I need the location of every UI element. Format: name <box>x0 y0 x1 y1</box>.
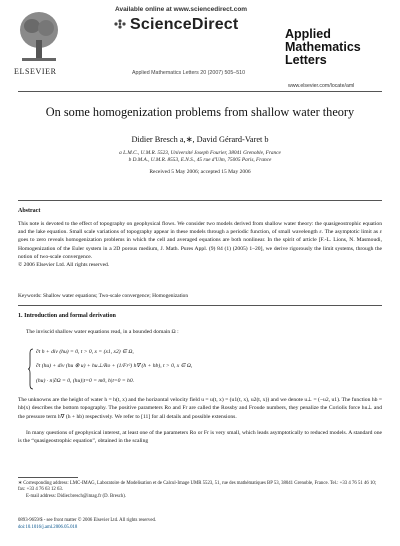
section-intro: The inviscid shallow water equations read, in a bounded domain Ω : <box>26 329 179 335</box>
footnote-divider <box>18 477 78 478</box>
sciencedirect-wordmark: ScienceDirect <box>130 16 239 33</box>
journal-name-line: Letters <box>285 53 327 67</box>
article-title: On some homogenization problems from shallow water theory <box>45 105 355 119</box>
equation-line: ∂t h + div (hu) = 0, t > 0, x = (x1, x2) ∈ Ω, <box>36 349 134 355</box>
paragraph: In many questions of geophysical interest, at least one of the parameters Ro or Fr is very small, which leads asymptotically to reduced models. A standard one is the “quasigeostrophic equation”, obtained in the scaling <box>18 430 382 445</box>
elsevier-tree-logo <box>16 8 62 64</box>
journal-name <box>285 28 361 67</box>
footnote-corresponding: ∗ Corresponding address: LMC-IMAG, Laboratoire de Modelisation et de Calcul-Image UMR 5523, 51, rue des mathématiques BP 53, 38041 Grenoble, France. Tel.: +33 4 76 51 46 10; fax: +33 4 76 63 12 63. <box>18 481 377 493</box>
received-dates: Received 5 May 2006; accepted 15 May 2006 <box>149 169 251 175</box>
header-divider <box>18 91 382 92</box>
journal-name-line: Applied <box>285 27 331 41</box>
abstract-top-divider <box>18 200 382 201</box>
copyright-line: © 2006 Elsevier Ltd. All rights reserved. <box>18 262 110 269</box>
issn-line: 0893-9659/$ - see front matter © 2006 Elsevier Ltd. All rights reserved. <box>18 518 157 523</box>
journal-reference: Applied Mathematics Letters 20 (2007) 505–510 <box>132 70 246 76</box>
available-online-text: Available online at www.sciencedirect.com <box>115 6 248 13</box>
abstract-text: This note is devoted to the effect of topography on geophysical flows. We consider two models derived from shallow water theory: the quasigeostrophic equation and the lake equation. Small scale variations of topography appear in these models through a periodic function, of small wavelength ε. The asymptotic limit as ε goes to zero reveals homogenization problems in which the cell and averaged equations are both nonlinear. In the spirit of article [F.-L. Lions, N. Masmoudi, Homogenization of the Euler system in a 2D porous medium, J. Math. Pures Appl. (9) 84 (1) (2005) 1–20], we derive rigorously the limit systems, through the notion of two-scale convergence. <box>18 221 382 260</box>
keywords-line: Keywords: Shallow water equations; Two-scale convergence; Homogenization <box>18 293 189 299</box>
equation-line: (hu) · n|∂Ω = 0, (hu)|t=0 = m0, h|t=0 = h0. <box>36 378 135 384</box>
publisher-name: ELSEVIER <box>14 67 57 76</box>
equation-line: ∂t (hu) + div (hu ⊗ u) + hu⊥/Ro + (1/Fr²) h∇ (h + hb), t > 0, x ∈ Ω, <box>36 363 193 369</box>
affiliation-a: a L.M.C., U.M.R. 5523, Université Joseph Fourier, 38041 Grenoble, France <box>119 150 281 156</box>
abstract-body <box>18 220 382 269</box>
abstract-heading: Abstract <box>18 208 41 214</box>
journal-name-line: Mathematics <box>285 40 361 54</box>
author-list: Didier Bresch a,∗, David Gérard-Varet b <box>131 135 269 144</box>
paragraph: The unknowns are the height of water h = h(t, x) and the horizontal velocity field u = u(t, x) = (u1(t, x), u2(t, x)) and we denote u⊥ = (−u2, u1). The function hb = hb(x) describes the bottom topography. The positive parameters Ro and Fr are called the Rossby and Froude numbers, they penalize the Coriolis force hu⊥ and the pressure term h∇ (h + hb) respectively. We refer to [11] for all details and possible extensions. <box>18 397 382 420</box>
doi-link[interactable]: doi:10.1016/j.aml.2006.05.018 <box>18 524 78 530</box>
abstract-bottom-divider <box>18 305 382 306</box>
affiliation-b: b D.M.A., U.M.R. 8553, E.N.S., 45 rue d'Ulm, 75005 Paris, France <box>128 157 272 163</box>
footnote-email: E-mail address: Didier.bresch@imag.fr (D. Bresch). <box>26 494 127 499</box>
journal-url-link[interactable]: www.elsevier.com/locate/aml <box>288 83 355 89</box>
issn-block <box>18 518 156 531</box>
sciencedirect-logo-icon <box>112 16 128 32</box>
section-heading: 1. Introduction and formal derivation <box>18 313 116 319</box>
equation-system <box>28 348 328 390</box>
left-brace-icon <box>28 348 34 390</box>
